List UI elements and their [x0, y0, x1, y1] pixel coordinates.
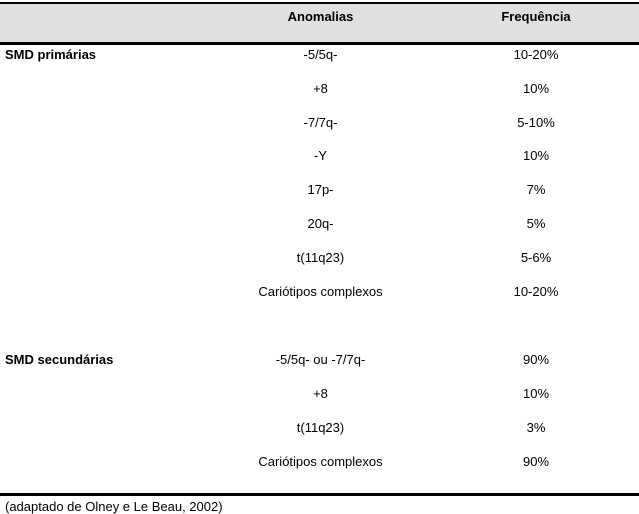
- header-anomalias: Anomalias: [287, 9, 354, 24]
- table-cell-anomalia: +8: [313, 386, 328, 401]
- table-cell-frequencia: 90%: [522, 454, 550, 469]
- table-cell-anomalia: t(11q23): [296, 420, 345, 435]
- table-cell-frequencia: 10%: [522, 81, 550, 96]
- table-cell-anomalia: t(11q23): [296, 250, 345, 265]
- table-cell-anomalia: -Y: [314, 148, 327, 163]
- table-cell-anomalia: Cariótipos complexos: [258, 454, 383, 469]
- table-cell-anomalia: +8: [313, 81, 328, 96]
- table-cell-anomalia: Cariótipos complexos: [258, 284, 383, 299]
- table-cell-anomalia: 17p-: [307, 182, 334, 197]
- header-frequencia: Frequência: [501, 9, 571, 24]
- table-cell-frequencia: 10%: [522, 386, 550, 401]
- table-cell-frequencia: 5-10%: [517, 115, 555, 130]
- table-cell-anomalia: 20q-: [307, 216, 334, 231]
- table-cell-anomalia: -5/5q- ou -7/7q-: [275, 352, 366, 367]
- table-cell-frequencia: 90%: [522, 352, 550, 367]
- table-cell-frequencia: 5-6%: [520, 250, 552, 265]
- table-cell-frequencia: 10-20%: [513, 47, 559, 62]
- table-cell-anomalia: -7/7q-: [303, 115, 338, 130]
- table-cell-frequencia: 10-20%: [513, 284, 559, 299]
- table-header-border: [0, 42, 639, 45]
- table-cell-frequencia: 7%: [526, 182, 546, 197]
- table-footnote: (adaptado de Olney e Le Beau, 2002): [5, 499, 223, 514]
- group-label-primary: SMD primárias: [5, 47, 97, 62]
- table-cell-frequencia: 5%: [526, 216, 546, 231]
- table-cell-frequencia: 10%: [522, 148, 550, 163]
- group-label-secondary: SMD secundárias: [5, 352, 114, 367]
- table-cell-anomalia: -5/5q-: [303, 47, 338, 62]
- table-bottom-border: [0, 493, 639, 496]
- table-cell-frequencia: 3%: [526, 420, 546, 435]
